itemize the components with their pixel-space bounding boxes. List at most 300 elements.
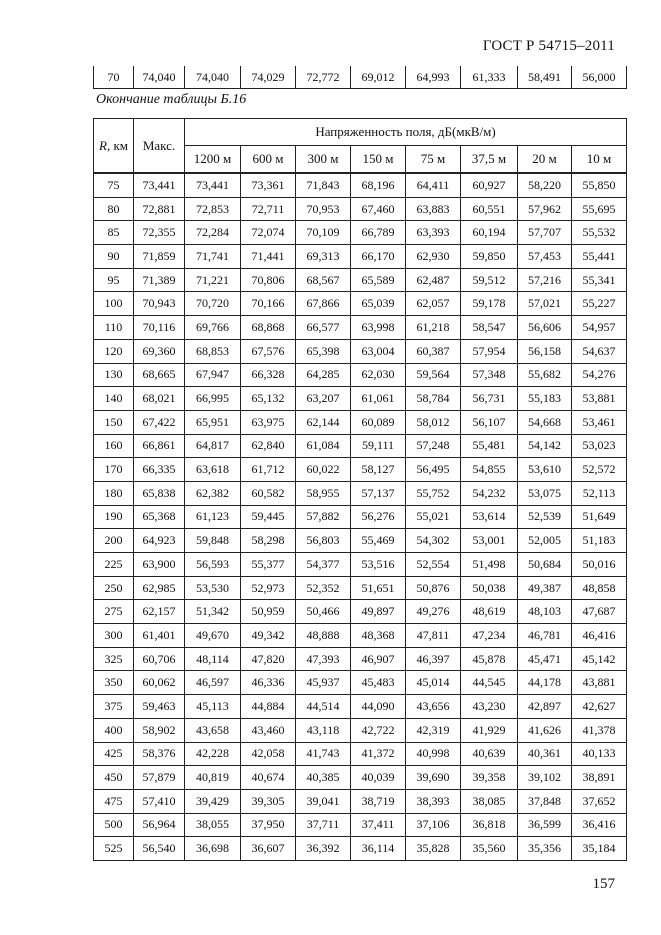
table-cell: 54,276: [572, 363, 627, 387]
table-cell: 57,410: [134, 789, 185, 813]
table-cell: 58,547: [461, 316, 518, 340]
table-cell: 36,599: [518, 813, 572, 837]
distance-cell: 160: [94, 434, 134, 458]
table-cell: 39,102: [518, 766, 572, 790]
page-number: 157: [592, 876, 615, 892]
table-cell: 45,937: [296, 671, 351, 695]
table-cell: 63,618: [185, 458, 241, 482]
table-cell: 41,626: [518, 718, 572, 742]
table-cell: 64,817: [185, 434, 241, 458]
table-cell: 36,818: [461, 813, 518, 837]
distance-cell: 140: [94, 387, 134, 411]
table-cell: 62,030: [351, 363, 406, 387]
table-cell: 39,690: [406, 766, 461, 790]
table-cell: 67,422: [134, 410, 185, 434]
table-cell: 40,639: [461, 742, 518, 766]
table-cell: 62,144: [296, 410, 351, 434]
table-cell: 54,668: [518, 410, 572, 434]
column-header-height: 600 м: [241, 146, 296, 174]
table-cell: 57,248: [406, 434, 461, 458]
table-cell: 62,985: [134, 576, 185, 600]
table-cell: 71,389: [134, 268, 185, 292]
table-cell: 66,861: [134, 434, 185, 458]
table-cell: 55,481: [461, 434, 518, 458]
table-row: [94, 197, 627, 221]
table-cell: 70,943: [134, 292, 185, 316]
table-cell: 56,606: [518, 316, 572, 340]
table-row: [94, 316, 627, 340]
table-cell: 59,178: [461, 292, 518, 316]
table-cell: 40,039: [351, 766, 406, 790]
table-cell: 59,564: [406, 363, 461, 387]
table-cell: 53,610: [518, 458, 572, 482]
table-cell: 51,498: [461, 553, 518, 577]
table-cell: 42,058: [241, 742, 296, 766]
table-cell: 58,491: [518, 66, 572, 89]
distance-cell: 100: [94, 292, 134, 316]
table-cell: 40,385: [296, 766, 351, 790]
table-cell: 60,089: [351, 410, 406, 434]
table-cell: 40,998: [406, 742, 461, 766]
table-cell: 44,514: [296, 695, 351, 719]
table-cell: 72,881: [134, 197, 185, 221]
table-cell: 47,234: [461, 624, 518, 648]
table-cell: 36,416: [572, 813, 627, 837]
table-cell: 44,178: [518, 671, 572, 695]
table-cell: 66,995: [185, 387, 241, 411]
table-row: [94, 813, 627, 837]
table-cell: 56,158: [518, 339, 572, 363]
table-row: [94, 292, 627, 316]
document-code: ГОСТ Р 54715–2011: [482, 38, 615, 54]
table-cell: 50,876: [406, 576, 461, 600]
table-cell: 40,133: [572, 742, 627, 766]
column-header-height: 10 м: [572, 146, 627, 174]
distance-cell: 375: [94, 695, 134, 719]
table-cell: 42,722: [351, 718, 406, 742]
table-cell: 57,216: [518, 268, 572, 292]
table-cell: 52,539: [518, 505, 572, 529]
table-cell: 38,055: [185, 813, 241, 837]
table-cell: 72,853: [185, 197, 241, 221]
table-cell: 37,106: [406, 813, 461, 837]
table-cell: 46,336: [241, 671, 296, 695]
table-cell: 46,416: [572, 624, 627, 648]
table-cell: 72,074: [241, 221, 296, 245]
table-cell: 55,532: [572, 221, 627, 245]
table-cell: 51,649: [572, 505, 627, 529]
column-header-height: 20 м: [518, 146, 572, 174]
table-cell: 49,897: [351, 600, 406, 624]
distance-cell: 90: [94, 245, 134, 269]
table-cell: 52,113: [572, 481, 627, 505]
table-cell: 56,803: [296, 529, 351, 553]
table-cell: 54,637: [572, 339, 627, 363]
distance-cell: 95: [94, 268, 134, 292]
table-cell: 63,393: [406, 221, 461, 245]
table-cell: 39,305: [241, 789, 296, 813]
table-cell: 40,674: [241, 766, 296, 790]
table-cell: 70: [94, 66, 134, 89]
table-cell: 50,038: [461, 576, 518, 600]
distance-cell: 80: [94, 197, 134, 221]
table-caption: Окончание таблицы Б.16: [96, 92, 247, 107]
distance-cell: 150: [94, 410, 134, 434]
table-cell: 74,040: [134, 66, 185, 89]
table-cell: 53,023: [572, 434, 627, 458]
table-cell: 49,387: [518, 576, 572, 600]
table-row: [94, 600, 627, 624]
table-cell: 42,897: [518, 695, 572, 719]
table-cell: 55,695: [572, 197, 627, 221]
table-cell: 59,848: [185, 529, 241, 553]
table-cell: 47,820: [241, 647, 296, 671]
table-cell: 54,232: [461, 481, 518, 505]
column-header-max: Макс.: [134, 119, 185, 174]
table-cell: 68,196: [351, 173, 406, 197]
table-cell: 37,950: [241, 813, 296, 837]
table-cell: 57,453: [518, 245, 572, 269]
table-cell: 53,881: [572, 387, 627, 411]
table-cell: 48,619: [461, 600, 518, 624]
table-cell: 49,276: [406, 600, 461, 624]
table-cell: 61,333: [461, 66, 518, 89]
table-cell: 57,021: [518, 292, 572, 316]
table-cell: 73,441: [134, 173, 185, 197]
table-cell: 74,029: [241, 66, 296, 89]
table-cell: 50,684: [518, 553, 572, 577]
table-cell: 38,719: [351, 789, 406, 813]
table-cell: 70,166: [241, 292, 296, 316]
table-row: [94, 553, 627, 577]
table-cell: 72,355: [134, 221, 185, 245]
table-row: [94, 789, 627, 813]
table-row: [94, 742, 627, 766]
table-cell: 68,665: [134, 363, 185, 387]
table-cell: 39,429: [185, 789, 241, 813]
distance-cell: 200: [94, 529, 134, 553]
table-cell: 37,652: [572, 789, 627, 813]
table-cell: 62,057: [406, 292, 461, 316]
table-cell: 45,483: [351, 671, 406, 695]
table-row: [94, 481, 627, 505]
table-cell: 35,356: [518, 837, 572, 861]
distance-cell: 225: [94, 553, 134, 577]
table-cell: 57,348: [461, 363, 518, 387]
distance-cell: 325: [94, 647, 134, 671]
table-row: [94, 647, 627, 671]
table-cell: 60,706: [134, 647, 185, 671]
table-cell: 46,397: [406, 647, 461, 671]
table-cell: 68,868: [241, 316, 296, 340]
table-cell: 35,184: [572, 837, 627, 861]
table-cell: 41,929: [461, 718, 518, 742]
table-cell: 64,411: [406, 173, 461, 197]
table-cell: 57,707: [518, 221, 572, 245]
table-cell: 55,850: [572, 173, 627, 197]
column-header-height: 37,5 м: [461, 146, 518, 174]
table-cell: 65,132: [241, 387, 296, 411]
distance-cell: 475: [94, 789, 134, 813]
table-cell: 35,828: [406, 837, 461, 861]
column-header-height: 300 м: [296, 146, 351, 174]
table-cell: 43,881: [572, 671, 627, 695]
table-cell: 72,284: [185, 221, 241, 245]
table-row: [94, 434, 627, 458]
table-cell: 54,957: [572, 316, 627, 340]
table-row: [94, 458, 627, 482]
distance-cell: 275: [94, 600, 134, 624]
table-cell: 38,891: [572, 766, 627, 790]
table-cell: 63,975: [241, 410, 296, 434]
table-cell: 63,883: [406, 197, 461, 221]
table-cell: 56,495: [406, 458, 461, 482]
table-cell: 70,116: [134, 316, 185, 340]
table-cell: 45,142: [572, 647, 627, 671]
table-cell: 61,061: [351, 387, 406, 411]
table-row: [94, 671, 627, 695]
distance-cell: 250: [94, 576, 134, 600]
table-cell: 69,360: [134, 339, 185, 363]
table-cell: 70,806: [241, 268, 296, 292]
table-cell: 55,469: [351, 529, 406, 553]
table-cell: 37,848: [518, 789, 572, 813]
table-cell: 68,853: [185, 339, 241, 363]
table-cell: 68,021: [134, 387, 185, 411]
table-cell: 42,319: [406, 718, 461, 742]
table-cell: 40,819: [185, 766, 241, 790]
distance-cell: 500: [94, 813, 134, 837]
table-row: [94, 245, 627, 269]
table-cell: 52,572: [572, 458, 627, 482]
table-cell: 64,993: [406, 66, 461, 89]
table-row: [94, 837, 627, 861]
table-cell: 71,843: [296, 173, 351, 197]
distance-cell: 170: [94, 458, 134, 482]
table-cell: 56,000: [572, 66, 627, 89]
table-cell: 67,947: [185, 363, 241, 387]
table-cell: 60,387: [406, 339, 461, 363]
table-cell: 63,998: [351, 316, 406, 340]
table-cell: 62,382: [185, 481, 241, 505]
table-cell: 61,123: [185, 505, 241, 529]
table-row: [94, 695, 627, 719]
table-cell: 49,342: [241, 624, 296, 648]
table-cell: 62,157: [134, 600, 185, 624]
table-row: [94, 339, 627, 363]
table-row: [94, 576, 627, 600]
table-row: [94, 624, 627, 648]
table-cell: 54,377: [296, 553, 351, 577]
table-cell: 62,840: [241, 434, 296, 458]
distance-cell: 525: [94, 837, 134, 861]
table-cell: 60,551: [461, 197, 518, 221]
table-cell: 73,361: [241, 173, 296, 197]
table-cell: 56,731: [461, 387, 518, 411]
table-cell: 46,597: [185, 671, 241, 695]
field-strength-table: [93, 118, 627, 861]
table-cell: 36,607: [241, 837, 296, 861]
table-cell: 62,487: [406, 268, 461, 292]
table-cell: 56,964: [134, 813, 185, 837]
table-cell: 52,554: [406, 553, 461, 577]
table-cell: 50,466: [296, 600, 351, 624]
table-cell: 58,955: [296, 481, 351, 505]
table-cell: 56,593: [185, 553, 241, 577]
table-cell: 47,687: [572, 600, 627, 624]
table-cell: 44,545: [461, 671, 518, 695]
table-cell: 48,103: [518, 600, 572, 624]
table-cell: 39,358: [461, 766, 518, 790]
table-cell: 47,811: [406, 624, 461, 648]
table-cell: 58,220: [518, 173, 572, 197]
column-header-height: 1200 м: [185, 146, 241, 174]
table-cell: 37,711: [296, 813, 351, 837]
table-row: [94, 363, 627, 387]
table-cell: 51,342: [185, 600, 241, 624]
table-cell: 61,218: [406, 316, 461, 340]
table-cell: 53,461: [572, 410, 627, 434]
table-cell: 42,228: [185, 742, 241, 766]
table-cell: 70,720: [185, 292, 241, 316]
table-cell: 55,021: [406, 505, 461, 529]
column-group-header: Напряженность поля, дБ(мкВ/м): [185, 119, 627, 146]
table-cell: 52,352: [296, 576, 351, 600]
table-cell: 63,900: [134, 553, 185, 577]
distance-cell: 75: [94, 173, 134, 197]
table-cell: 55,341: [572, 268, 627, 292]
table-cell: 41,743: [296, 742, 351, 766]
table-cell: 66,335: [134, 458, 185, 482]
table-cell: 36,392: [296, 837, 351, 861]
table-cell: 57,879: [134, 766, 185, 790]
table-cell: 45,471: [518, 647, 572, 671]
table-cell: 43,118: [296, 718, 351, 742]
distance-cell: 190: [94, 505, 134, 529]
table-cell: 67,576: [241, 339, 296, 363]
table-cell: 50,016: [572, 553, 627, 577]
table-cell: 54,142: [518, 434, 572, 458]
table-cell: 50,959: [241, 600, 296, 624]
table-cell: 58,012: [406, 410, 461, 434]
table-cell: 60,062: [134, 671, 185, 695]
table-row: [94, 410, 627, 434]
table-cell: 74,040: [185, 66, 241, 89]
table-cell: 72,711: [241, 197, 296, 221]
table-cell: 55,682: [518, 363, 572, 387]
table-cell: 58,127: [351, 458, 406, 482]
table-cell: 37,411: [351, 813, 406, 837]
table-cell: 64,285: [296, 363, 351, 387]
table-cell: 54,302: [406, 529, 461, 553]
distance-cell: 130: [94, 363, 134, 387]
table-cell: 36,114: [351, 837, 406, 861]
table-cell: 38,085: [461, 789, 518, 813]
table-cell: 46,907: [351, 647, 406, 671]
table-row: [94, 718, 627, 742]
table-cell: 40,361: [518, 742, 572, 766]
table-cell: 58,902: [134, 718, 185, 742]
table-cell: 51,651: [351, 576, 406, 600]
table-cell: 66,328: [241, 363, 296, 387]
table-cell: 60,927: [461, 173, 518, 197]
column-header-distance: R, км: [94, 119, 134, 174]
previous-table-last-row: [93, 66, 627, 89]
table-row: [94, 529, 627, 553]
table-cell: 53,530: [185, 576, 241, 600]
table-cell: 42,627: [572, 695, 627, 719]
distance-cell: 400: [94, 718, 134, 742]
table-cell: 54,855: [461, 458, 518, 482]
table-cell: 56,276: [351, 505, 406, 529]
table-cell: 55,752: [406, 481, 461, 505]
table-cell: 58,298: [241, 529, 296, 553]
table-cell: 43,658: [185, 718, 241, 742]
table-cell: 55,227: [572, 292, 627, 316]
table-cell: 65,368: [134, 505, 185, 529]
table-cell: 66,577: [296, 316, 351, 340]
table-cell: 69,012: [351, 66, 406, 89]
table-cell: 53,516: [351, 553, 406, 577]
table-cell: 56,540: [134, 837, 185, 861]
distance-cell: 85: [94, 221, 134, 245]
table-cell: 62,930: [406, 245, 461, 269]
column-header-height: 75 м: [406, 146, 461, 174]
table-cell: 59,463: [134, 695, 185, 719]
distance-cell: 350: [94, 671, 134, 695]
table-cell: 65,589: [351, 268, 406, 292]
distance-cell: 110: [94, 316, 134, 340]
table-row: [94, 66, 627, 89]
table-cell: 60,022: [296, 458, 351, 482]
table-cell: 48,114: [185, 647, 241, 671]
table-cell: 55,183: [518, 387, 572, 411]
table-row: [94, 505, 627, 529]
table-cell: 60,194: [461, 221, 518, 245]
table-cell: 69,766: [185, 316, 241, 340]
table-cell: 44,090: [351, 695, 406, 719]
table-cell: 45,878: [461, 647, 518, 671]
table-cell: 38,393: [406, 789, 461, 813]
table-cell: 71,441: [241, 245, 296, 269]
table-cell: 56,107: [461, 410, 518, 434]
table-cell: 59,850: [461, 245, 518, 269]
table-cell: 43,656: [406, 695, 461, 719]
table-cell: 53,614: [461, 505, 518, 529]
table-cell: 39,041: [296, 789, 351, 813]
table-cell: 53,075: [518, 481, 572, 505]
table-cell: 46,781: [518, 624, 572, 648]
table-cell: 44,884: [241, 695, 296, 719]
table-cell: 49,670: [185, 624, 241, 648]
table-cell: 48,858: [572, 576, 627, 600]
table-row: [94, 766, 627, 790]
distance-cell: 120: [94, 339, 134, 363]
table-cell: 43,460: [241, 718, 296, 742]
table-cell: 57,954: [461, 339, 518, 363]
table-cell: 65,039: [351, 292, 406, 316]
table-cell: 67,460: [351, 197, 406, 221]
table-cell: 57,962: [518, 197, 572, 221]
table-cell: 36,698: [185, 837, 241, 861]
table-cell: 68,567: [296, 268, 351, 292]
table-cell: 47,393: [296, 647, 351, 671]
table-cell: 55,441: [572, 245, 627, 269]
table-cell: 55,377: [241, 553, 296, 577]
table-cell: 35,560: [461, 837, 518, 861]
table-cell: 69,313: [296, 245, 351, 269]
table-cell: 59,512: [461, 268, 518, 292]
